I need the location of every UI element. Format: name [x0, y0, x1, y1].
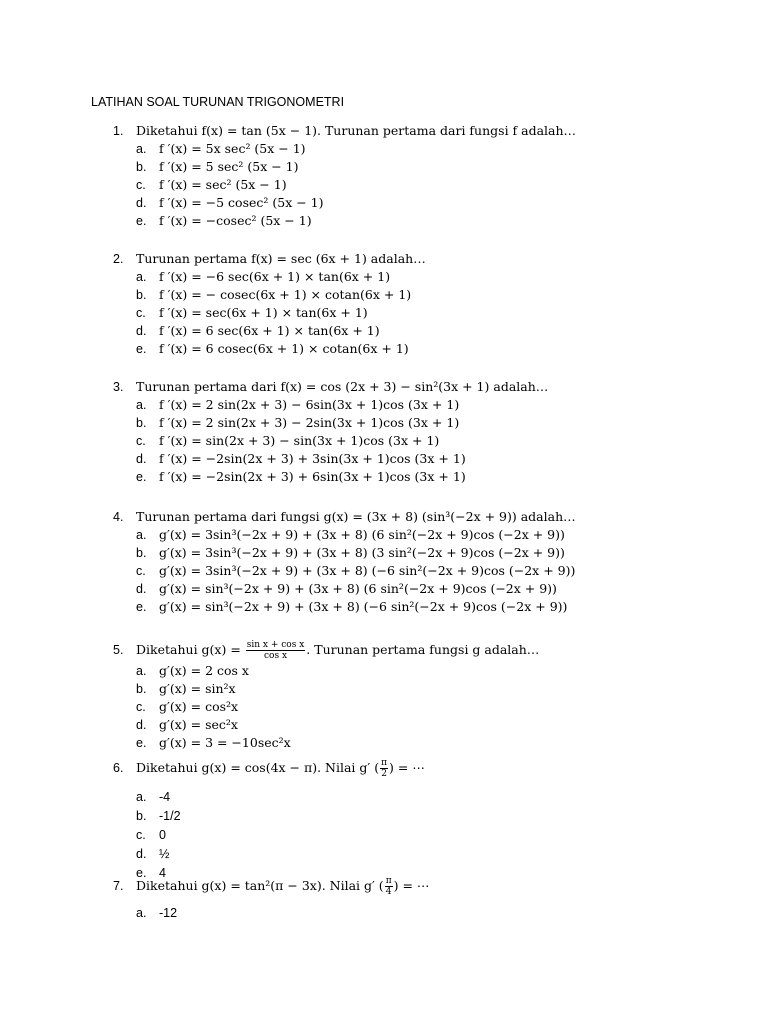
- fraction: [246, 640, 306, 661]
- option-label: b.: [136, 546, 147, 560]
- option-item: [136, 680, 539, 698]
- option-item: [136, 304, 426, 322]
- fraction-denominator: 4: [385, 887, 392, 897]
- option-label: e.: [136, 866, 147, 880]
- question-6: [113, 758, 425, 883]
- question-text: Turunan pertama f(x) = sec (6x + 1) adalah…: [136, 251, 426, 266]
- option-item: [136, 562, 576, 580]
- question-text: Turunan pertama dari f(x) = cos (2x + 3) − sin²(3x + 1) adalah…: [136, 379, 549, 394]
- option-text: f ′(x) = 5 sec² (5x − 1): [159, 159, 299, 174]
- question-4: [113, 508, 576, 616]
- question-text: [136, 876, 429, 897]
- option-item: [136, 807, 425, 826]
- option-text: g′(x) = sin³(−2x + 9) + (3x + 8) (6 sin²(−2x + 9)cos (−2x + 9)): [159, 581, 557, 596]
- option-item: [136, 904, 429, 922]
- option-item: [136, 544, 576, 562]
- question-text: [136, 640, 539, 661]
- option-text: f ′(x) = − cosec(6x + 1) × cotan(6x + 1): [159, 287, 412, 302]
- option-text: g′(x) = sec²x: [159, 717, 238, 732]
- options-list: [136, 526, 576, 616]
- option-label: d.: [136, 324, 147, 338]
- option-text: f ′(x) = 2 sin(2x + 3) − 6sin(3x + 1)cos (3x + 1): [159, 397, 460, 412]
- option-item: [136, 286, 426, 304]
- option-item: [136, 396, 548, 414]
- option-text: g′(x) = 3sin³(−2x + 9) + (3x + 8) (−6 sin²(−2x + 9)cos (−2x + 9)): [159, 563, 576, 578]
- option-label: e.: [136, 736, 147, 750]
- question-text-after: . Turunan pertama fungsi g adalah…: [306, 642, 540, 657]
- question-number: 7.: [113, 879, 124, 893]
- option-text: g′(x) = sin³(−2x + 9) + (3x + 8) (−6 sin²(−2x + 9)cos (−2x + 9)): [159, 599, 568, 614]
- option-label: b.: [136, 288, 147, 302]
- question-5: [113, 640, 539, 752]
- question-number: 4.: [113, 510, 124, 524]
- option-label: d.: [136, 718, 147, 732]
- option-text: 4: [159, 866, 166, 880]
- option-text: f ′(x) = −6 sec(6x + 1) × tan(6x + 1): [159, 269, 391, 284]
- options-list: [136, 904, 429, 922]
- option-item: [136, 340, 426, 358]
- fraction-numerator: π: [385, 876, 392, 886]
- option-item: [136, 526, 576, 544]
- option-label: b.: [136, 682, 147, 696]
- question-text: [136, 758, 425, 779]
- option-text: g′(x) = 2 cos x: [159, 663, 249, 678]
- option-text: g′(x) = sin²x: [159, 681, 236, 696]
- question-1: [113, 122, 576, 230]
- option-text: 0: [159, 828, 166, 842]
- option-item: [136, 716, 539, 734]
- option-item: [136, 212, 576, 230]
- option-label: b.: [136, 160, 147, 174]
- option-label: b.: [136, 416, 147, 430]
- option-label: d.: [136, 582, 147, 596]
- option-text: f ′(x) = 6 sec(6x + 1) × tan(6x + 1): [159, 323, 380, 338]
- option-text: f ′(x) = sec(6x + 1) × tan(6x + 1): [159, 305, 368, 320]
- option-text: -4: [159, 790, 171, 804]
- option-label: a.: [136, 664, 147, 678]
- option-text: f ′(x) = 5x sec² (5x − 1): [159, 141, 306, 156]
- option-text: g′(x) = 3sin³(−2x + 9) + (3x + 8) (6 sin²(−2x + 9)cos (−2x + 9)): [159, 527, 565, 542]
- question-text: Diketahui f(x) = tan (5x − 1). Turunan pertama dari fungsi f adalah…: [136, 123, 577, 138]
- question-7: [113, 876, 429, 922]
- option-text: f ′(x) = −2sin(2x + 3) + 6sin(3x + 1)cos (3x + 1): [159, 469, 466, 484]
- option-label: a.: [136, 528, 147, 542]
- question-3: [113, 378, 548, 486]
- option-item: [136, 734, 539, 752]
- option-label: a.: [136, 270, 147, 284]
- question-2: [113, 250, 426, 358]
- fraction-numerator: sin x + cos x: [246, 640, 305, 650]
- question-text-after: ) = ⋯: [389, 760, 425, 775]
- option-label: c.: [136, 306, 146, 320]
- option-label: a.: [136, 398, 147, 412]
- question-text: Turunan pertama dari fungsi g(x) = (3x + 8) (sin³(−2x + 9)) adalah…: [136, 509, 576, 524]
- option-item: [136, 450, 548, 468]
- option-item: [136, 826, 425, 845]
- option-item: [136, 598, 576, 616]
- option-label: c.: [136, 564, 146, 578]
- worksheet-title: LATIHAN SOAL TURUNAN TRIGONOMETRI: [91, 95, 345, 109]
- option-text: g′(x) = cos²x: [159, 699, 239, 714]
- option-text: f ′(x) = −2sin(2x + 3) + 3sin(3x + 1)cos (3x + 1): [159, 451, 466, 466]
- options-list: [136, 140, 576, 230]
- option-label: e.: [136, 470, 147, 484]
- option-label: a.: [136, 790, 147, 804]
- option-label: c.: [136, 828, 146, 842]
- option-item: [136, 468, 548, 486]
- options-list: [136, 268, 426, 358]
- fraction-numerator: π: [381, 758, 388, 768]
- option-item: [136, 662, 539, 680]
- option-label: c.: [136, 700, 146, 714]
- fraction: [380, 758, 388, 779]
- option-item: [136, 580, 576, 598]
- question-number: 5.: [113, 643, 124, 657]
- question-number: 6.: [113, 761, 124, 775]
- option-item: [136, 788, 425, 807]
- option-text: -12: [159, 906, 178, 920]
- question-text-before: Diketahui g(x) = cos(4x − π). Nilai g′ (: [136, 760, 380, 775]
- option-text: f ′(x) = sin(2x + 3) − sin(3x + 1)cos (3x + 1): [159, 433, 440, 448]
- option-item: [136, 432, 548, 450]
- option-item: [136, 158, 576, 176]
- question-text-after: ) = ⋯: [393, 878, 430, 893]
- question-text-before: Diketahui g(x) =: [136, 642, 245, 657]
- question-number: 1.: [113, 124, 124, 138]
- fraction-denominator: 2: [381, 769, 387, 779]
- option-text: g′(x) = 3sin³(−2x + 9) + (3x + 8) (3 sin²(−2x + 9)cos (−2x + 9)): [159, 545, 565, 560]
- option-item: [136, 140, 576, 158]
- option-item: [136, 698, 539, 716]
- option-label: c.: [136, 434, 146, 448]
- option-item: [136, 414, 548, 432]
- option-text: ½: [159, 847, 170, 861]
- option-label: b.: [136, 809, 147, 823]
- option-label: a.: [136, 906, 147, 920]
- option-text: f ′(x) = −cosec² (5x − 1): [159, 213, 312, 228]
- fraction: [385, 876, 393, 897]
- fraction-denominator: cos x: [264, 651, 288, 661]
- option-text: f ′(x) = 2 sin(2x + 3) − 2sin(3x + 1)cos (3x + 1): [159, 415, 460, 430]
- option-item: [136, 845, 425, 864]
- option-item: [136, 322, 426, 340]
- option-label: d.: [136, 452, 147, 466]
- option-item: [136, 194, 576, 212]
- question-number: 2.: [113, 252, 124, 266]
- option-text: f ′(x) = −5 cosec² (5x − 1): [159, 195, 324, 210]
- option-item: [136, 268, 426, 286]
- option-text: f ′(x) = sec² (5x − 1): [159, 177, 287, 192]
- options-list: [136, 788, 425, 883]
- options-list: [136, 396, 548, 486]
- option-label: e.: [136, 342, 147, 356]
- option-label: e.: [136, 214, 147, 228]
- option-text: -1/2: [159, 809, 181, 823]
- option-item: [136, 176, 576, 194]
- option-text: g′(x) = 3 = −10sec²x: [159, 735, 291, 750]
- options-list: [136, 662, 539, 752]
- option-text: f ′(x) = 6 cosec(6x + 1) × cotan(6x + 1): [159, 341, 409, 356]
- option-label: d.: [136, 196, 147, 210]
- option-label: d.: [136, 847, 147, 861]
- option-label: c.: [136, 178, 146, 192]
- question-text-before: Diketahui g(x) = tan²(π − 3x). Nilai g′ (: [136, 878, 384, 893]
- question-number: 3.: [113, 380, 124, 394]
- option-label: e.: [136, 600, 147, 614]
- option-label: a.: [136, 142, 147, 156]
